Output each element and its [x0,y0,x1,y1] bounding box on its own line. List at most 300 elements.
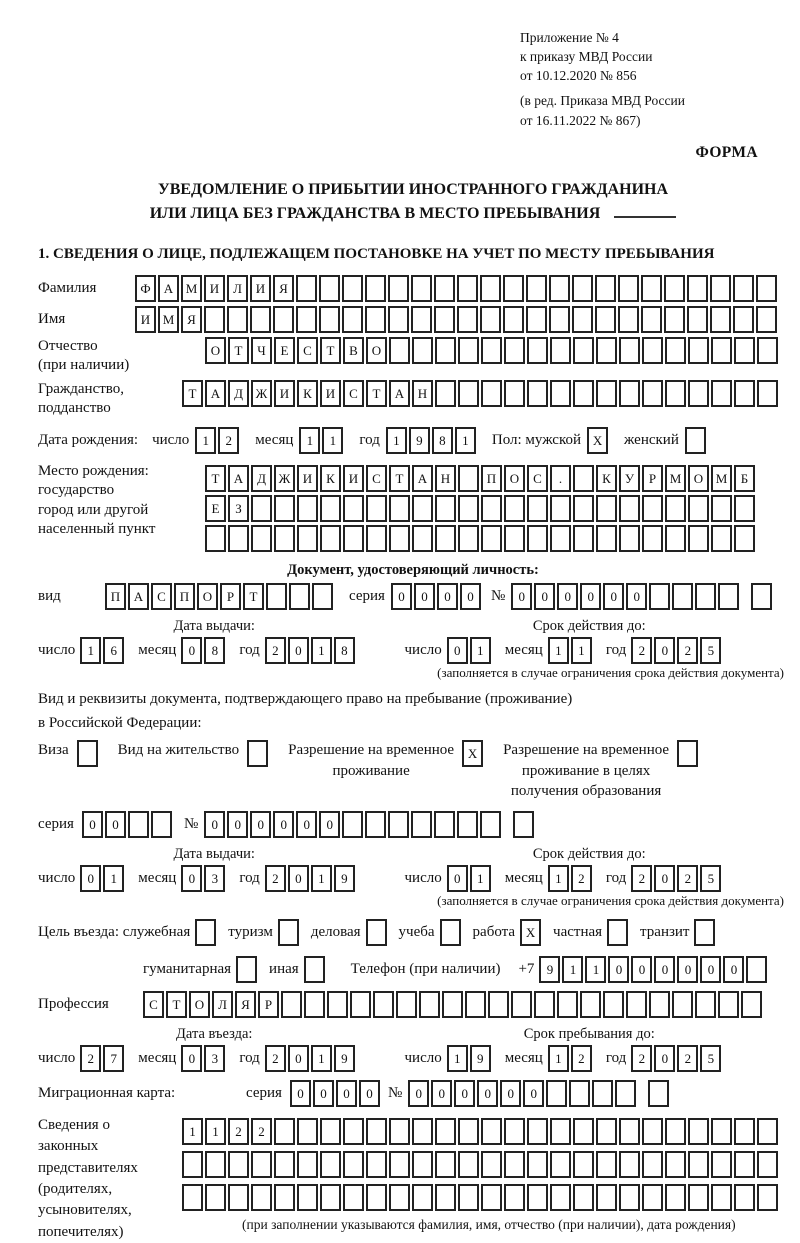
form-cell[interactable] [458,525,479,552]
form-cell[interactable]: Е [205,495,226,522]
form-cell[interactable] [607,919,628,946]
form-cell[interactable] [182,1184,203,1211]
form-cell[interactable] [757,337,778,364]
form-cell[interactable] [411,275,432,302]
form-cell[interactable]: Л [212,991,233,1018]
form-cell[interactable]: 0 [288,1045,309,1072]
form-cell[interactable] [618,306,639,333]
form-cell[interactable]: 1 [195,427,216,454]
form-cell[interactable]: 5 [700,637,721,664]
form-cell[interactable]: 0 [105,811,126,838]
form-cell[interactable] [274,1118,295,1145]
form-cell[interactable] [247,740,268,767]
form-cell[interactable] [297,495,318,522]
form-cell[interactable] [274,495,295,522]
form-cell[interactable] [297,525,318,552]
form-cell[interactable] [672,583,693,610]
form-cell[interactable]: 0 [447,865,468,892]
form-cell[interactable] [480,275,501,302]
form-cell[interactable] [526,306,547,333]
form-cell[interactable] [596,1184,617,1211]
form-cell[interactable] [412,495,433,522]
form-cell[interactable] [642,1184,663,1211]
form-cell[interactable]: Н [435,465,456,492]
form-cell[interactable] [481,525,502,552]
form-cell[interactable] [734,1151,755,1178]
form-cell[interactable]: 0 [454,1080,475,1107]
form-cell[interactable]: 0 [557,583,578,610]
form-cell[interactable]: 0 [290,1080,311,1107]
form-cell[interactable]: 0 [391,583,412,610]
form-cell[interactable]: 6 [103,637,124,664]
form-cell[interactable]: 2 [677,1045,698,1072]
form-cell[interactable] [756,306,777,333]
form-cell[interactable] [734,525,755,552]
form-cell[interactable] [596,525,617,552]
form-cell[interactable]: П [174,583,195,610]
form-cell[interactable] [573,1118,594,1145]
form-cell[interactable] [366,1184,387,1211]
form-cell[interactable] [688,380,709,407]
form-cell[interactable]: С [143,991,164,1018]
form-cell[interactable] [319,306,340,333]
form-cell[interactable] [503,306,524,333]
form-cell[interactable] [440,919,461,946]
form-cell[interactable] [757,1151,778,1178]
form-cell[interactable]: Т [166,991,187,1018]
form-cell[interactable] [527,525,548,552]
form-cell[interactable] [550,1118,571,1145]
form-cell[interactable]: К [596,465,617,492]
form-cell[interactable] [527,380,548,407]
form-cell[interactable]: 0 [608,956,629,983]
form-cell[interactable] [488,991,509,1018]
form-cell[interactable]: А [228,465,249,492]
form-cell[interactable] [642,1151,663,1178]
form-cell[interactable] [618,275,639,302]
form-cell[interactable] [457,275,478,302]
form-cell[interactable]: 2 [631,865,652,892]
form-cell[interactable] [342,275,363,302]
form-cell[interactable]: 0 [500,1080,521,1107]
form-cell[interactable] [734,1118,755,1145]
form-cell[interactable]: X [587,427,608,454]
form-cell[interactable]: Ф [135,275,156,302]
form-cell[interactable]: 1 [470,865,491,892]
form-cell[interactable]: У [619,465,640,492]
form-cell[interactable]: 0 [313,1080,334,1107]
form-cell[interactable] [205,1184,226,1211]
form-cell[interactable]: 0 [477,1080,498,1107]
form-cell[interactable] [435,337,456,364]
form-cell[interactable] [327,991,348,1018]
form-cell[interactable] [734,380,755,407]
form-cell[interactable] [411,306,432,333]
form-cell[interactable]: А [205,380,226,407]
form-cell[interactable]: И [297,465,318,492]
form-cell[interactable] [389,337,410,364]
form-cell[interactable] [757,380,778,407]
form-cell[interactable]: Д [228,380,249,407]
form-cell[interactable] [442,991,463,1018]
form-cell[interactable]: 3 [204,865,225,892]
form-cell[interactable] [389,1184,410,1211]
form-cell[interactable] [687,275,708,302]
form-cell[interactable] [435,525,456,552]
form-cell[interactable] [527,1184,548,1211]
form-cell[interactable] [412,337,433,364]
form-cell[interactable] [296,275,317,302]
form-cell[interactable]: С [151,583,172,610]
form-cell[interactable] [251,525,272,552]
form-cell[interactable]: 0 [700,956,721,983]
form-cell[interactable]: 1 [571,637,592,664]
form-cell[interactable]: 2 [571,1045,592,1072]
form-cell[interactable] [251,1151,272,1178]
form-cell[interactable] [366,525,387,552]
form-cell[interactable] [549,306,570,333]
form-cell[interactable] [458,1184,479,1211]
form-cell[interactable]: 2 [677,637,698,664]
form-cell[interactable] [642,380,663,407]
form-cell[interactable] [756,275,777,302]
form-cell[interactable]: 0 [534,583,555,610]
form-cell[interactable]: И [274,380,295,407]
form-cell[interactable] [573,525,594,552]
form-cell[interactable] [458,337,479,364]
form-cell[interactable]: Ч [251,337,272,364]
form-cell[interactable] [365,275,386,302]
form-cell[interactable] [343,1184,364,1211]
form-cell[interactable] [596,337,617,364]
form-cell[interactable] [665,337,686,364]
form-cell[interactable]: М [158,306,179,333]
form-cell[interactable] [573,380,594,407]
form-cell[interactable]: 1 [548,865,569,892]
form-cell[interactable] [343,525,364,552]
form-cell[interactable] [434,306,455,333]
form-cell[interactable] [695,991,716,1018]
form-cell[interactable]: О [688,465,709,492]
form-cell[interactable]: 3 [204,1045,225,1072]
form-cell[interactable] [320,525,341,552]
form-cell[interactable] [458,1151,479,1178]
form-cell[interactable]: З [228,495,249,522]
form-cell[interactable] [557,991,578,1018]
form-cell[interactable] [642,1118,663,1145]
form-cell[interactable]: 0 [296,811,317,838]
form-cell[interactable]: А [158,275,179,302]
form-cell[interactable]: 2 [631,1045,652,1072]
form-cell[interactable] [648,1080,669,1107]
form-cell[interactable] [504,337,525,364]
form-cell[interactable] [626,991,647,1018]
form-cell[interactable] [319,275,340,302]
form-cell[interactable]: 2 [631,637,652,664]
form-cell[interactable]: 0 [80,865,101,892]
form-cell[interactable] [320,1118,341,1145]
form-cell[interactable] [527,495,548,522]
form-cell[interactable] [435,380,456,407]
form-cell[interactable] [304,956,325,983]
form-cell[interactable]: М [181,275,202,302]
form-cell[interactable]: Н [412,380,433,407]
form-cell[interactable] [619,380,640,407]
form-cell[interactable] [718,991,739,1018]
form-cell[interactable]: В [343,337,364,364]
form-cell[interactable] [504,1184,525,1211]
form-cell[interactable] [649,583,670,610]
form-cell[interactable]: 0 [181,637,202,664]
form-cell[interactable] [595,306,616,333]
form-cell[interactable] [550,1151,571,1178]
form-cell[interactable] [603,991,624,1018]
form-cell[interactable]: О [205,337,226,364]
form-cell[interactable]: Е [274,337,295,364]
form-cell[interactable] [665,1118,686,1145]
form-cell[interactable] [550,1184,571,1211]
form-cell[interactable] [580,991,601,1018]
form-cell[interactable]: С [343,380,364,407]
form-cell[interactable] [412,525,433,552]
form-cell[interactable]: 0 [250,811,271,838]
form-cell[interactable] [228,1184,249,1211]
form-cell[interactable]: 1 [103,865,124,892]
form-cell[interactable] [695,583,716,610]
form-cell[interactable] [665,495,686,522]
form-cell[interactable]: 1 [585,956,606,983]
form-cell[interactable]: 0 [227,811,248,838]
form-cell[interactable] [503,275,524,302]
form-cell[interactable]: М [665,465,686,492]
form-cell[interactable]: Д [251,465,272,492]
form-cell[interactable] [396,991,417,1018]
form-cell[interactable] [273,306,294,333]
form-cell[interactable] [350,991,371,1018]
form-cell[interactable] [251,495,272,522]
form-cell[interactable]: Я [235,991,256,1018]
form-cell[interactable] [251,1184,272,1211]
form-cell[interactable] [278,919,299,946]
form-cell[interactable] [688,337,709,364]
form-cell[interactable]: Т [205,465,226,492]
form-cell[interactable] [297,1184,318,1211]
form-cell[interactable]: 8 [204,637,225,664]
form-cell[interactable]: 0 [204,811,225,838]
form-cell[interactable] [619,1118,640,1145]
form-cell[interactable]: П [105,583,126,610]
form-cell[interactable]: 0 [654,956,675,983]
form-cell[interactable] [641,275,662,302]
form-cell[interactable] [389,1151,410,1178]
form-cell[interactable] [481,380,502,407]
form-cell[interactable] [549,275,570,302]
form-cell[interactable]: 1 [322,427,343,454]
form-cell[interactable]: Р [642,465,663,492]
form-cell[interactable] [419,991,440,1018]
form-cell[interactable] [412,1151,433,1178]
form-cell[interactable] [182,1151,203,1178]
form-cell[interactable] [481,1118,502,1145]
form-cell[interactable]: 2 [571,865,592,892]
form-cell[interactable]: 1 [311,637,332,664]
form-cell[interactable] [389,495,410,522]
form-cell[interactable] [573,465,594,492]
form-cell[interactable] [513,811,534,838]
form-cell[interactable] [289,583,310,610]
form-cell[interactable]: Т [182,380,203,407]
form-cell[interactable]: И [250,275,271,302]
form-cell[interactable]: К [320,465,341,492]
form-cell[interactable] [366,1118,387,1145]
form-cell[interactable] [711,1118,732,1145]
form-cell[interactable] [688,1118,709,1145]
form-cell[interactable]: 0 [181,1045,202,1072]
form-cell[interactable] [481,337,502,364]
form-cell[interactable] [573,1184,594,1211]
form-cell[interactable]: О [366,337,387,364]
form-cell[interactable] [151,811,172,838]
form-cell[interactable] [236,956,257,983]
form-cell[interactable] [388,811,409,838]
form-cell[interactable]: 0 [273,811,294,838]
form-cell[interactable]: 1 [548,1045,569,1072]
form-cell[interactable] [434,811,455,838]
form-cell[interactable] [688,495,709,522]
form-cell[interactable]: С [366,465,387,492]
form-cell[interactable]: 0 [677,956,698,983]
form-cell[interactable] [685,427,706,454]
form-cell[interactable] [388,275,409,302]
form-cell[interactable]: Р [258,991,279,1018]
form-cell[interactable] [320,495,341,522]
form-cell[interactable] [711,525,732,552]
form-cell[interactable]: 0 [359,1080,380,1107]
form-cell[interactable] [733,275,754,302]
form-cell[interactable] [734,1184,755,1211]
form-cell[interactable] [480,306,501,333]
form-cell[interactable] [711,337,732,364]
form-cell[interactable]: 0 [414,583,435,610]
form-cell[interactable] [595,275,616,302]
form-cell[interactable]: 1 [299,427,320,454]
form-cell[interactable]: О [197,583,218,610]
form-cell[interactable] [504,1118,525,1145]
form-cell[interactable] [550,337,571,364]
form-cell[interactable]: Р [220,583,241,610]
form-cell[interactable]: X [462,740,483,767]
form-cell[interactable]: И [135,306,156,333]
form-cell[interactable]: К [297,380,318,407]
form-cell[interactable]: 0 [336,1080,357,1107]
form-cell[interactable] [677,740,698,767]
form-cell[interactable]: 0 [654,637,675,664]
form-cell[interactable] [619,525,640,552]
form-cell[interactable]: 0 [181,865,202,892]
form-cell[interactable]: С [527,465,548,492]
form-cell[interactable] [572,306,593,333]
form-cell[interactable]: 1 [182,1118,203,1145]
form-cell[interactable] [664,275,685,302]
form-cell[interactable]: А [412,465,433,492]
form-cell[interactable] [366,1151,387,1178]
form-cell[interactable] [619,337,640,364]
form-cell[interactable]: С [297,337,318,364]
form-cell[interactable] [734,495,755,522]
form-cell[interactable] [304,991,325,1018]
form-cell[interactable]: И [320,380,341,407]
form-cell[interactable] [504,495,525,522]
form-cell[interactable] [596,1151,617,1178]
form-cell[interactable] [320,1184,341,1211]
form-cell[interactable]: 1 [470,637,491,664]
form-cell[interactable]: 0 [447,637,468,664]
form-cell[interactable] [550,525,571,552]
form-cell[interactable] [342,811,363,838]
form-cell[interactable]: 1 [311,1045,332,1072]
form-cell[interactable] [481,495,502,522]
form-cell[interactable] [527,1151,548,1178]
form-cell[interactable]: X [520,919,541,946]
form-cell[interactable]: 1 [205,1118,226,1145]
form-cell[interactable]: А [128,583,149,610]
form-cell[interactable]: 0 [523,1080,544,1107]
form-cell[interactable]: 0 [288,637,309,664]
form-cell[interactable] [642,337,663,364]
form-cell[interactable]: 8 [432,427,453,454]
form-cell[interactable]: 5 [700,865,721,892]
form-cell[interactable] [504,1151,525,1178]
form-cell[interactable]: Л [227,275,248,302]
form-cell[interactable] [642,495,663,522]
form-cell[interactable] [550,495,571,522]
form-cell[interactable]: 0 [431,1080,452,1107]
form-cell[interactable]: 0 [319,811,340,838]
form-cell[interactable] [550,380,571,407]
form-cell[interactable]: И [204,275,225,302]
form-cell[interactable]: 0 [580,583,601,610]
form-cell[interactable]: И [343,465,364,492]
form-cell[interactable] [526,275,547,302]
form-cell[interactable] [711,380,732,407]
form-cell[interactable] [77,740,98,767]
form-cell[interactable] [435,1118,456,1145]
form-cell[interactable] [435,1184,456,1211]
form-cell[interactable]: 1 [311,865,332,892]
form-cell[interactable] [573,495,594,522]
form-cell[interactable] [619,495,640,522]
form-cell[interactable] [665,525,686,552]
form-cell[interactable]: Т [320,337,341,364]
form-cell[interactable] [527,337,548,364]
form-cell[interactable] [458,1118,479,1145]
form-cell[interactable] [388,306,409,333]
form-cell[interactable] [297,1151,318,1178]
form-cell[interactable]: 2 [251,1118,272,1145]
form-cell[interactable]: 2 [228,1118,249,1145]
form-cell[interactable]: Т [243,583,264,610]
form-cell[interactable] [412,1184,433,1211]
form-cell[interactable] [596,380,617,407]
form-cell[interactable] [457,306,478,333]
form-cell[interactable] [411,811,432,838]
form-cell[interactable] [465,991,486,1018]
form-cell[interactable]: 0 [631,956,652,983]
form-cell[interactable] [365,306,386,333]
form-cell[interactable] [642,525,663,552]
form-cell[interactable] [687,306,708,333]
form-cell[interactable]: Т [228,337,249,364]
